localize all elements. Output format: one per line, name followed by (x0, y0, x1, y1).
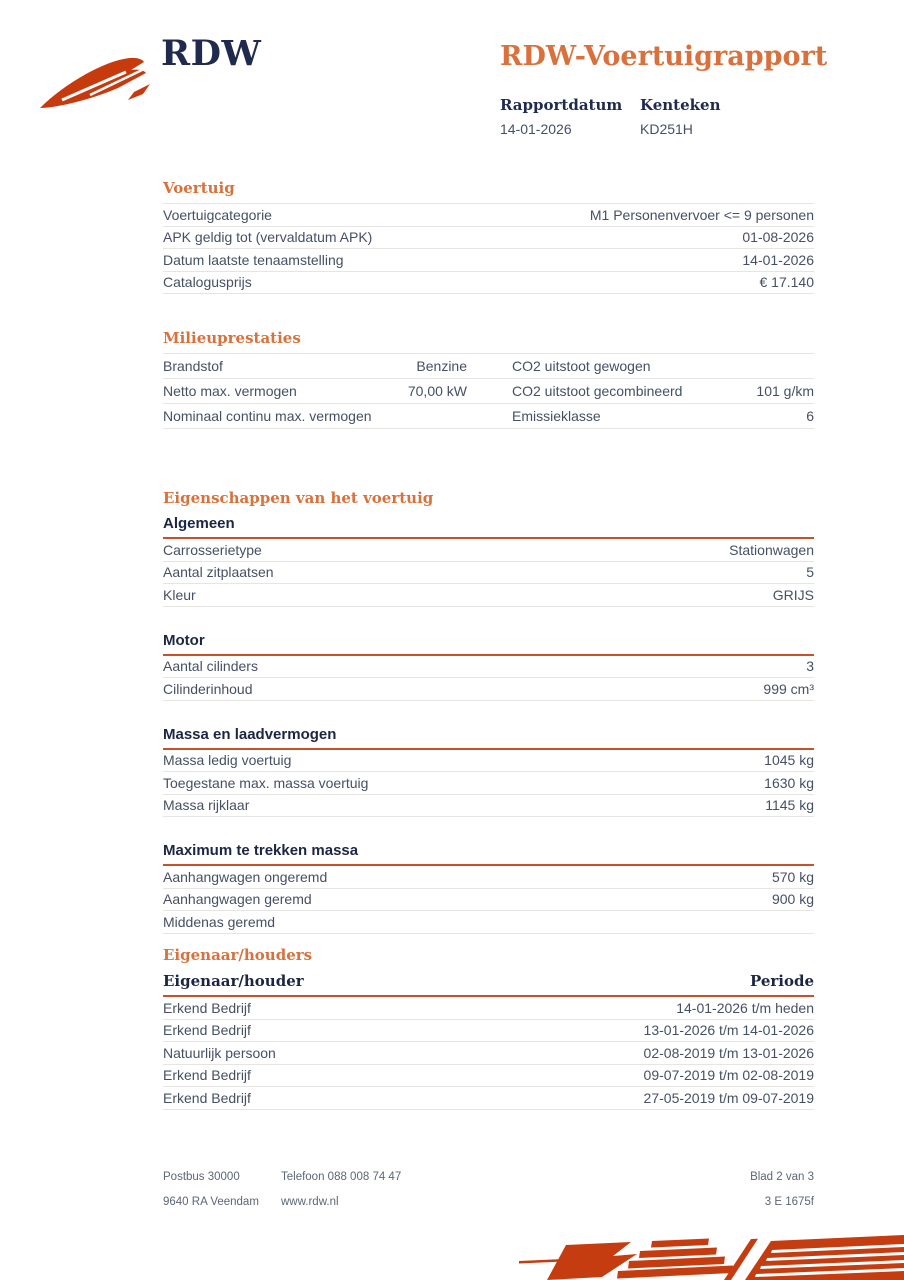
row-label: Massa ledig voertuig (163, 752, 292, 769)
table-row (163, 750, 814, 773)
footer-city: 9640 RA Veendam (163, 1196, 259, 1208)
subsection-algemeen (163, 515, 814, 607)
license-plate-value: KD251H (640, 121, 693, 137)
section-eigenschappen (163, 489, 814, 934)
rdw-stripes-graphic-icon (509, 1232, 904, 1280)
column-header-period: Periode (749, 972, 814, 990)
row-label: Toegestane max. massa voertuig (163, 774, 369, 791)
license-plate-label: Kenteken (640, 96, 721, 114)
owner-period: 13-01-2026 t/m 14-01-2026 (643, 1022, 814, 1039)
section-title-eigenaar-houders: Eigenaar/houders (163, 946, 313, 964)
section-title-milieuprestaties: Milieuprestaties (163, 329, 301, 347)
subsection-massa (163, 726, 814, 818)
table-row (163, 1020, 814, 1043)
footer-form-code: 3 E 1675f (764, 1196, 814, 1208)
footer-postbus: Postbus 30000 (163, 1171, 240, 1183)
row-value: 01-08-2026 (742, 229, 814, 246)
row-value: 5 (806, 564, 814, 581)
section-title-eigenschappen: Eigenschappen van het voertuig (163, 489, 434, 507)
row-label: Nominaal continu max. vermogen (163, 408, 372, 424)
footer-website: www.rdw.nl (281, 1196, 339, 1208)
report-date-label: Rapportdatum (500, 96, 623, 114)
row-value: Benzine (416, 358, 467, 374)
owner-name: Erkend Bedrijf (163, 1067, 251, 1084)
subsection-title: Motor (163, 632, 814, 656)
row-value: 14-01-2026 (742, 251, 814, 268)
row-label: Catalogusprijs (163, 274, 252, 291)
owner-period: 14-01-2026 t/m heden (676, 999, 814, 1016)
row-value: 900 kg (771, 891, 814, 908)
row-value: 6 (806, 408, 814, 424)
footer-page-number: Blad 2 van 3 (750, 1171, 814, 1183)
subsection-trekken-massa (163, 842, 814, 934)
row-value: 1630 kg (764, 774, 814, 791)
rdw-feather-logo-icon (38, 50, 153, 116)
row-value: Stationwagen (729, 541, 814, 558)
row-value: M1 Personenvervoer <= 9 personen (589, 206, 814, 223)
rdw-logo-text: RDW (161, 33, 262, 74)
footer-phone: Telefoon 088 008 74 47 (281, 1171, 402, 1183)
row-label: Datum laatste tenaamstelling (163, 251, 344, 268)
row-label: Brandstof (163, 358, 223, 374)
row-label: CO2 uitstoot gecombineerd (512, 383, 683, 399)
row-label: Kleur (163, 586, 196, 603)
row-value: € 17.140 (759, 274, 814, 291)
row-value: 570 kg (771, 868, 814, 885)
row-label: Carrosserietype (163, 541, 262, 558)
row-label: Massa rijklaar (163, 797, 250, 814)
row-label: CO2 uitstoot gewogen (512, 358, 651, 374)
table-row (163, 772, 814, 795)
row-value: GRIJS (772, 586, 814, 603)
table-row (163, 889, 814, 912)
table-row (163, 1087, 814, 1110)
row-value: 101 g/km (756, 383, 814, 399)
row-label: Netto max. vermogen (163, 383, 297, 399)
row-label: Aantal cilinders (163, 658, 258, 675)
subsection-title: Massa en laadvermogen (163, 726, 814, 750)
table-row (163, 562, 814, 585)
report-meta (500, 96, 780, 137)
row-label: Middenas geremd (163, 913, 276, 930)
table-row (163, 404, 814, 429)
owner-name: Erkend Bedrijf (163, 1022, 251, 1039)
owner-name: Erkend Bedrijf (163, 1089, 251, 1106)
owner-period: 02-08-2019 t/m 13-01-2026 (643, 1044, 814, 1061)
row-value: 1145 kg (765, 797, 814, 814)
page-title: RDW-Voertuigrapport (500, 41, 828, 72)
row-label: Aanhangwagen ongeremd (163, 868, 328, 885)
row-label: Voertuigcategorie (163, 206, 272, 223)
section-voertuig (163, 179, 814, 294)
table-row (163, 795, 814, 818)
table-row (163, 1065, 814, 1088)
row-label: Emissieklasse (512, 408, 601, 424)
section-milieuprestaties (163, 329, 814, 429)
table-row (163, 249, 814, 272)
table-row (163, 1042, 814, 1065)
report-date-value: 14-01-2026 (500, 121, 572, 137)
row-value: 1045 kg (764, 752, 814, 769)
subsection-title: Maximum te trekken massa (163, 842, 814, 866)
report-date-block (500, 96, 640, 137)
table-row (163, 656, 814, 679)
table-row (163, 227, 814, 250)
table-row (163, 866, 814, 889)
section-title-voertuig: Voertuig (163, 179, 235, 197)
row-label: Aanhangwagen geremd (163, 891, 312, 908)
row-value: 999 cm³ (763, 680, 814, 697)
table-row (163, 354, 814, 379)
row-label: APK geldig tot (vervaldatum APK) (163, 229, 373, 246)
table-row (163, 911, 814, 934)
page-footer (163, 1171, 814, 1221)
owner-name: Erkend Bedrijf (163, 999, 251, 1016)
subsection-title: Algemeen (163, 515, 814, 539)
row-label: Cilinderinhoud (163, 680, 253, 697)
table-row (163, 584, 814, 607)
column-header-owner: Eigenaar/houder (163, 972, 304, 990)
table-row (163, 678, 814, 701)
section-eigenaar-houders (163, 946, 814, 1110)
table-row (163, 272, 814, 295)
owners-table-header (163, 972, 814, 997)
table-row (163, 997, 814, 1020)
owner-name: Natuurlijk persoon (163, 1044, 276, 1061)
owner-period: 27-05-2019 t/m 09-07-2019 (643, 1089, 814, 1106)
row-value: 70,00 kW (407, 383, 467, 399)
row-value: 3 (806, 658, 814, 675)
table-row (163, 379, 814, 404)
subsection-motor (163, 632, 814, 701)
table-row (163, 204, 814, 227)
owner-period: 09-07-2019 t/m 02-08-2019 (643, 1067, 814, 1084)
row-label: Aantal zitplaatsen (163, 564, 274, 581)
license-plate-block (640, 96, 780, 137)
table-row (163, 539, 814, 562)
